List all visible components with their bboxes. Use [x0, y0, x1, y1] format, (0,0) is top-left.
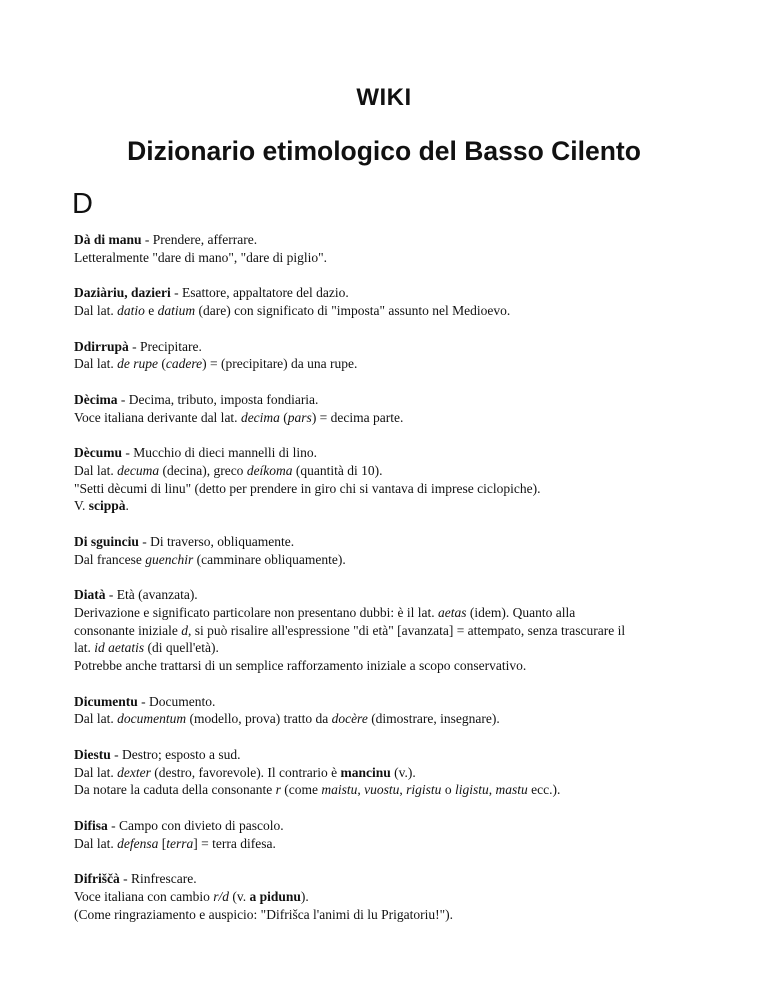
- text-segment: (: [279, 409, 288, 425]
- text-segment: Dal lat.: [74, 835, 118, 851]
- dictionary-entries: [74, 231, 706, 941]
- entry-term: Diatà: [74, 587, 106, 603]
- etymon-term: id aetatis: [94, 640, 145, 656]
- dictionary-entry: [74, 817, 706, 852]
- entry-headline: [74, 870, 706, 888]
- entry-text-line: [74, 622, 706, 640]
- entry-text-line: [74, 249, 706, 267]
- text-segment: ) = (precipitare) da una rupe.: [202, 356, 358, 372]
- etymon-term: r: [275, 782, 281, 798]
- text-segment: (modello, prova) tratto da: [186, 711, 332, 727]
- text-segment: Voce italiana con cambio: [74, 888, 214, 904]
- text-segment: ecc.).: [527, 782, 561, 798]
- text-segment: (: [158, 356, 166, 372]
- entry-gloss: - Decima, tributo, imposta fondiaria.: [117, 391, 319, 407]
- text-segment: (v.).: [390, 764, 416, 780]
- entry-text-line: [74, 657, 706, 675]
- entry-term: Dècima: [74, 391, 118, 407]
- etymon-term: d: [181, 622, 188, 638]
- section-letter-heading: D: [72, 188, 93, 220]
- entry-gloss: - Precipitare.: [128, 338, 202, 354]
- etymon-term: ligistu: [454, 782, 489, 798]
- dictionary-entry: [74, 533, 706, 568]
- text-segment: (v.: [228, 888, 250, 904]
- etymon-term: datio: [117, 303, 145, 318]
- entry-term: Di sguinciu: [74, 533, 139, 549]
- entry-headline: [74, 231, 706, 249]
- etymon-term: decuma: [117, 462, 160, 478]
- document-title: Dizionario etimologico del Basso Cilento: [127, 136, 641, 166]
- text-segment: (camminare obliquamente).: [193, 551, 346, 567]
- entry-headline: [74, 533, 706, 551]
- text-segment: Derivazione e significato particolare non presentano dubbi: è il lat.: [74, 604, 438, 620]
- entry-gloss: - Rinfrescare.: [119, 871, 197, 887]
- etymon-term: guenchir: [145, 551, 194, 567]
- entry-text-line: [74, 710, 706, 728]
- entry-gloss: - Mucchio di dieci mannelli di lino.: [122, 445, 317, 461]
- text-segment: consonante iniziale: [74, 622, 182, 638]
- entry-headline: [74, 284, 706, 302]
- text-segment: Dal francese: [74, 551, 146, 567]
- entry-text-line: [74, 764, 706, 782]
- text-segment: Voce italiana derivante dal lat.: [74, 409, 241, 425]
- entry-headline: [74, 391, 706, 409]
- entry-gloss: - Di traverso, obliquamente.: [138, 533, 295, 549]
- text-segment: (destro, favorevole). Il contrario è: [150, 764, 341, 780]
- dictionary-entry: [74, 693, 706, 728]
- dictionary-entry: [74, 231, 706, 266]
- entry-term: Diestu: [74, 746, 111, 762]
- etymon-term: rigistu: [406, 782, 442, 798]
- entry-text-line: [74, 462, 706, 480]
- text-segment: ] = terra difesa.: [193, 835, 276, 851]
- dictionary-entry: [74, 338, 706, 373]
- entry-term: Dècumu: [74, 445, 122, 461]
- text-segment: (dimostrare, insegnare).: [367, 711, 500, 727]
- etymon-term: dexter: [117, 764, 151, 780]
- entry-term: Dà di manu: [74, 232, 142, 247]
- text-segment: ,: [488, 782, 496, 798]
- text-segment: (di quell'età).: [144, 640, 219, 656]
- entry-text-line: [74, 551, 706, 569]
- etymon-term: deíkoma: [246, 462, 293, 478]
- text-segment: Letteralmente "dare di mano", "dare di piglio".: [74, 249, 327, 265]
- dictionary-entry: [74, 870, 706, 923]
- etymon-term: docère: [331, 711, 368, 727]
- text-segment: ).: [300, 888, 309, 904]
- text-segment: (Come ringraziamento e auspicio: "Difrišca l'animi di lu Prigatoriu!").: [74, 906, 453, 922]
- entry-text-line: [74, 906, 706, 924]
- text-segment: (dare) con significato di "imposta" assunto nel Medioevo.: [195, 303, 511, 318]
- entry-term: Difisa: [74, 817, 108, 833]
- etymon-term: terra: [166, 835, 194, 851]
- etymon-term: pars: [287, 409, 312, 425]
- entry-term: Difriščà: [74, 871, 120, 887]
- text-segment: .: [125, 498, 129, 514]
- dictionary-entry: [74, 391, 706, 426]
- etymon-term: decima: [240, 409, 280, 425]
- text-segment: e: [144, 303, 158, 318]
- entry-headline: [74, 444, 706, 462]
- text-segment: (quantità di 10).: [292, 462, 383, 478]
- entry-text-line: [74, 497, 706, 515]
- entry-headline: [74, 693, 706, 711]
- entry-term: Dicumentu: [74, 693, 138, 709]
- entry-text-line: [74, 480, 706, 498]
- text-segment: Dal lat.: [74, 711, 118, 727]
- entry-text-line: [74, 639, 706, 657]
- entry-gloss: - Destro; esposto a sud.: [110, 746, 241, 762]
- text-segment: ,: [399, 782, 407, 798]
- text-segment: (decina), greco: [159, 462, 247, 478]
- entry-text-line: [74, 888, 706, 906]
- text-segment: Potrebbe anche trattarsi di un semplice rafforzamento iniziale a scopo conservativo.: [74, 658, 527, 673]
- etymon-term: documentum: [117, 711, 187, 727]
- dictionary-entry: [74, 444, 706, 515]
- entry-headline: [74, 586, 706, 604]
- dictionary-entry: [74, 284, 706, 319]
- entry-term: Ddirrupà: [74, 338, 129, 354]
- text-segment: V.: [74, 498, 89, 514]
- entry-gloss: - Campo con divieto di pascolo.: [107, 817, 284, 833]
- entry-text-line: [74, 409, 706, 427]
- entry-headline: [74, 338, 706, 356]
- text-segment: Dal lat.: [74, 462, 118, 478]
- dictionary-entry: [74, 586, 706, 675]
- etymon-term: maistu: [321, 782, 358, 798]
- text-segment: Dal lat.: [74, 303, 118, 318]
- text-segment: Dal lat.: [74, 764, 118, 780]
- entry-headline: [74, 746, 706, 764]
- entry-text-line: [74, 781, 706, 799]
- text-segment: Da notare la caduta della consonante: [74, 782, 276, 798]
- entry-text-line: [74, 355, 706, 373]
- entry-text-line: [74, 604, 706, 622]
- text-segment: (idem). Quanto alla: [466, 604, 576, 620]
- entry-gloss: - Prendere, afferrare.: [141, 232, 258, 247]
- entry-text-line: [74, 302, 706, 320]
- text-segment: (come: [280, 782, 322, 798]
- entry-gloss: - Documento.: [137, 693, 216, 709]
- entry-gloss: - Esattore, appaltatore del dazio.: [170, 285, 349, 301]
- etymon-term: de rupe: [117, 356, 158, 372]
- entry-headline: [74, 817, 706, 835]
- text-segment: ) = decima parte.: [311, 409, 404, 425]
- entry-gloss: - Età (avanzata).: [105, 587, 198, 603]
- entry-term: Daziàriu, dazieri: [74, 285, 171, 301]
- text-segment: ,: [357, 782, 365, 798]
- entry-text-line: [74, 835, 706, 853]
- etymon-term: r/d: [213, 888, 229, 904]
- etymon-term: vuostu: [364, 782, 400, 798]
- cross-reference: a pidunu: [249, 888, 301, 904]
- text-segment: Dal lat.: [74, 356, 118, 372]
- text-segment: , si può risalire all'espressione "di età" [avanzata] = attempato, senza trascurare il: [187, 622, 626, 638]
- etymon-term: cadere: [165, 356, 203, 372]
- etymon-term: defensa: [117, 835, 159, 851]
- cross-reference: scippà: [88, 498, 126, 514]
- etymon-term: aetas: [438, 604, 467, 620]
- text-segment: o: [441, 782, 455, 798]
- cross-reference: mancinu: [340, 764, 391, 780]
- etymon-term: mastu: [495, 782, 528, 798]
- text-segment: [: [158, 835, 167, 851]
- text-segment: lat.: [74, 640, 95, 656]
- site-title: WIKI: [356, 84, 412, 111]
- text-segment: "Setti dècumi di linu" (detto per prendere in giro chi si vantava di imprese ciclopiche).: [74, 480, 541, 496]
- etymon-term: datium: [157, 303, 196, 318]
- dictionary-entry: [74, 746, 706, 799]
